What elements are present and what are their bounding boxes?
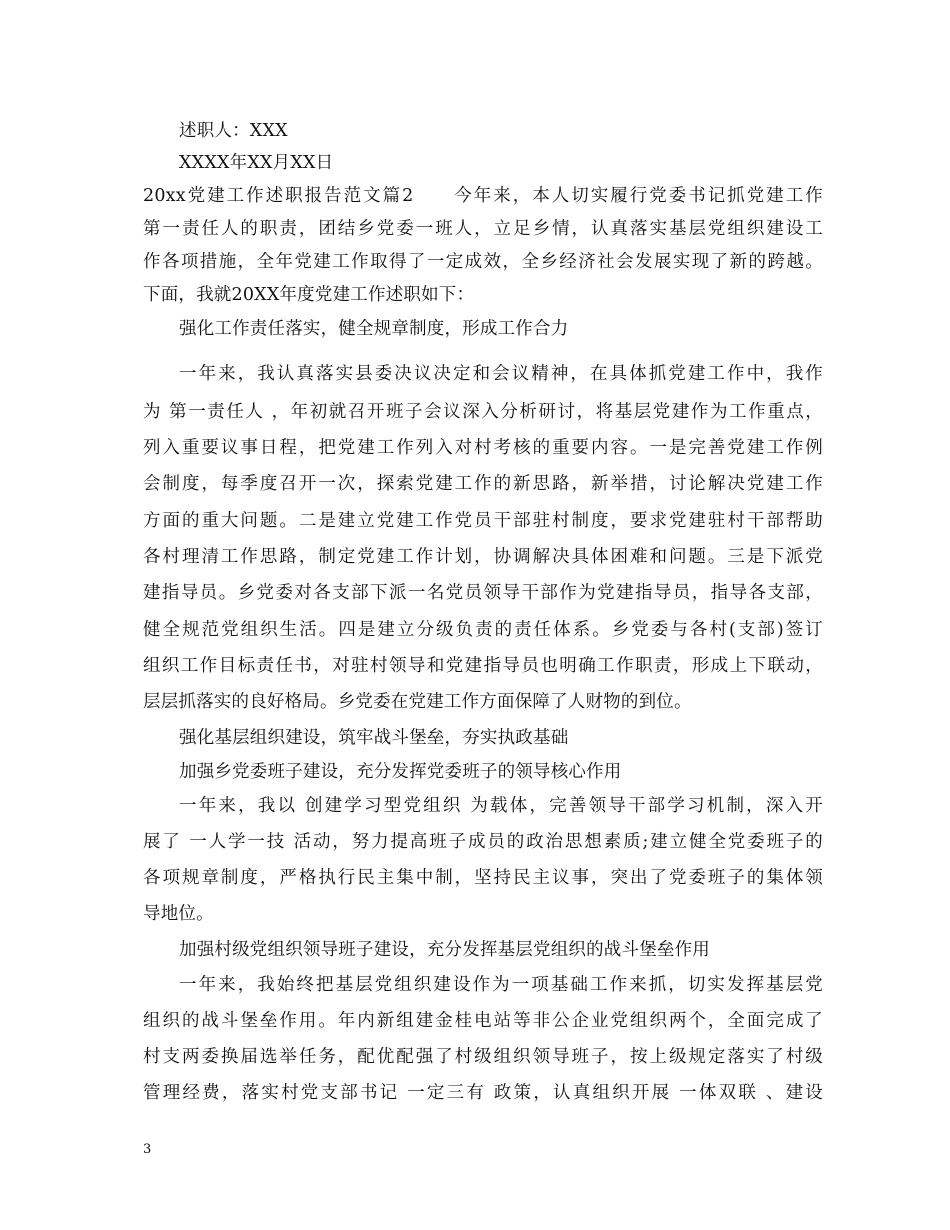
subsection-heading: 加强乡党委班子建设，充分发挥党委班子的领导核心作用	[179, 762, 622, 782]
body-line: 一年来，我以 创建学习型党组织 为载体，完善领导干部学习机制，深入开	[179, 796, 823, 816]
section-heading: 强化基层组织建设，筑牢战斗堡垒，夯实执政基础	[179, 728, 569, 748]
body-line: 组织的战斗堡垒作用。年内新组建金桂电站等非公企业党组织两个，全面完成了	[143, 1011, 823, 1031]
body-line: 方面的重大问题。二是建立党建工作党员干部驻村制度，要求党建驻村干部帮助	[143, 511, 823, 531]
author-line: 述职人：XXX	[179, 121, 288, 141]
body-line: 第一责任人的职责，团结乡党委一班人，立足乡情，认真落实基层党组织建设工	[143, 219, 823, 239]
body-line: 各村理清工作思路，制定党建工作计划，协调解决具体困难和问题。三是下派党	[143, 547, 823, 567]
body-line: 组织工作目标责任书，对驻村领导和党建指导员也明确工作职责，形成上下联动，	[143, 656, 823, 676]
body-line: 导地位。	[143, 904, 214, 924]
body-line: 20xx党建工作述职报告范文篇2 今年来，本人切实履行党委书记抓党建工作	[143, 186, 823, 206]
body-line: 一年来，我认真落实县委决议决定和会议精神，在具体抓党建工作中，我作	[179, 364, 823, 384]
body-line: 展了 一人学一技 活动，努力提高班子成员的政治思想素质;建立健全党委班子的	[143, 832, 823, 852]
body-line: 建指导员。乡党委对各支部下派一名党员领导干部作为党建指导员，指导各支部，	[143, 583, 823, 603]
page-number: 3	[143, 1142, 152, 1157]
body-line: 一年来，我始终把基层党组织建设作为一项基础工作来抓，切实发挥基层党	[179, 975, 823, 995]
body-line: 管理经费，落实村党支部书记 一定三有 政策，认真组织开展 一体双联 、建设	[143, 1083, 823, 1103]
body-line: 村支两委换届选举任务，配优配强了村级组织领导班子，按上级规定落实了村级	[143, 1047, 823, 1067]
date-line: XXXX年XX月XX日	[179, 153, 334, 173]
body-line: 健全规范党组织生活。四是建立分级负责的责任体系。乡党委与各村(支部)签订	[143, 620, 823, 640]
section-heading: 强化工作责任落实，健全规章制度，形成工作合力	[179, 319, 569, 339]
subsection-heading: 加强村级党组织领导班子建设，充分发挥基层党组织的战斗堡垒作用	[179, 940, 710, 960]
body-line: 下面，我就20XX年度党建工作述职如下：	[143, 285, 475, 305]
body-line: 为 第一责任人 ，年初就召开班子会议深入分析研讨，将基层党建作为工作重点，	[143, 402, 823, 422]
body-line: 各项规章制度，严格执行民主集中制，坚持民主议事，突出了党委班子的集体领	[143, 868, 823, 888]
body-line: 作各项措施，全年党建工作取得了一定成效，全乡经济社会发展实现了新的跨越。	[143, 252, 823, 272]
body-line: 列入重要议事日程，把党建工作列入对村考核的重要内容。一是完善党建工作例	[143, 438, 823, 458]
body-line: 层层抓落实的良好格局。乡党委在党建工作方面保障了人财物的到位。	[143, 692, 692, 712]
body-line: 会制度，每季度召开一次，探索党建工作的新思路，新举措，讨论解决党建工作	[143, 474, 823, 494]
